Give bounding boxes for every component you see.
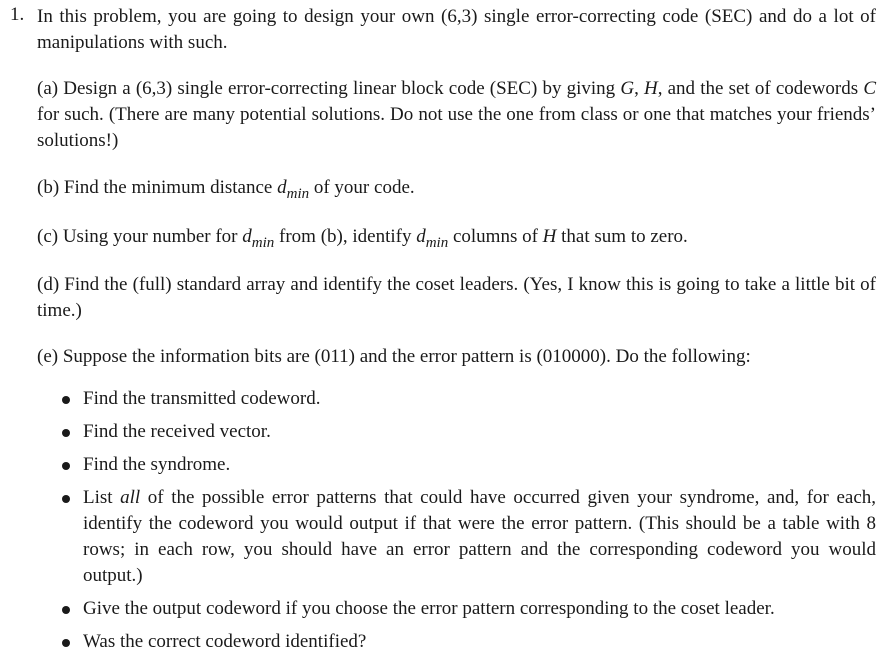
- part-a-comma: ,: [634, 78, 644, 99]
- matrix-h: H: [643, 78, 658, 99]
- part-d: (d) Find the (full) standard array and identify the coset leaders. (Yes, I know this is going to take a little bit of time.): [37, 274, 876, 321]
- part-b: [37, 175, 876, 202]
- task-correct-codeword: Was the correct codeword identified?: [60, 629, 876, 655]
- part-b-pre: (b) Find the minimum distance: [37, 177, 278, 198]
- part-b-post: of your code.: [309, 177, 415, 198]
- dmin-subscript-2: min: [425, 235, 449, 251]
- matrix-h-ref: H: [542, 226, 557, 247]
- part-c-pre: (c) Using your number for: [37, 226, 243, 247]
- dmin-subscript: min: [286, 186, 310, 202]
- task-transmitted-codeword: Find the transmitted codeword.: [60, 386, 876, 412]
- task-error-patterns-pre: List: [83, 487, 121, 508]
- dmin-symbol: d: [277, 177, 287, 198]
- codeword-set-c: C: [863, 78, 877, 99]
- part-a: [37, 76, 876, 154]
- part-e-task-list: [60, 386, 876, 655]
- part-c: [37, 224, 876, 251]
- part-a-pre: (a) Design a (6,3) single error-correcting linear block code (SEC) by giving: [37, 78, 621, 99]
- problem-intro: In this problem, you are going to design your own (6,3) single error-correcting code (SEC) and do a lot of manipulations with such.: [37, 6, 876, 53]
- dmin-subscript-1: min: [251, 235, 275, 251]
- problem-number: 1.: [10, 4, 25, 25]
- dmin-symbol-2: d: [416, 226, 426, 247]
- part-a-mid: , and the set of codewords: [657, 78, 864, 99]
- dmin-symbol-1: d: [242, 226, 252, 247]
- task-received-vector: Find the received vector.: [60, 419, 876, 445]
- task-syndrome: Find the syndrome.: [60, 452, 876, 478]
- task-error-patterns-post: of the possible error patterns that could have occurred given your syndrome, and, for each, identify the codeword you would output if that were the error pattern. (This should be a table with 8 rows; in each row, you should have an error pattern and the corresponding codeword you would output.): [83, 487, 877, 586]
- matrix-g: G: [620, 78, 635, 99]
- problem-1: [10, 4, 876, 56]
- part-a-post: for such. (There are many potential solutions. Do not use the one from class or one that matches your friends’ solutions!): [37, 104, 876, 151]
- part-c-mid2: columns of: [448, 226, 543, 247]
- part-e: (e) Suppose the information bits are (011) and the error pattern is (010000). Do the following:: [37, 346, 751, 367]
- task-error-patterns-emphasis: all: [120, 487, 141, 508]
- task-error-patterns: [60, 485, 876, 589]
- task-output-codeword: Give the output codeword if you choose the error pattern corresponding to the coset leader.: [60, 596, 876, 622]
- part-c-post: that sum to zero.: [556, 226, 688, 247]
- part-c-mid: from (b), identify: [274, 226, 417, 247]
